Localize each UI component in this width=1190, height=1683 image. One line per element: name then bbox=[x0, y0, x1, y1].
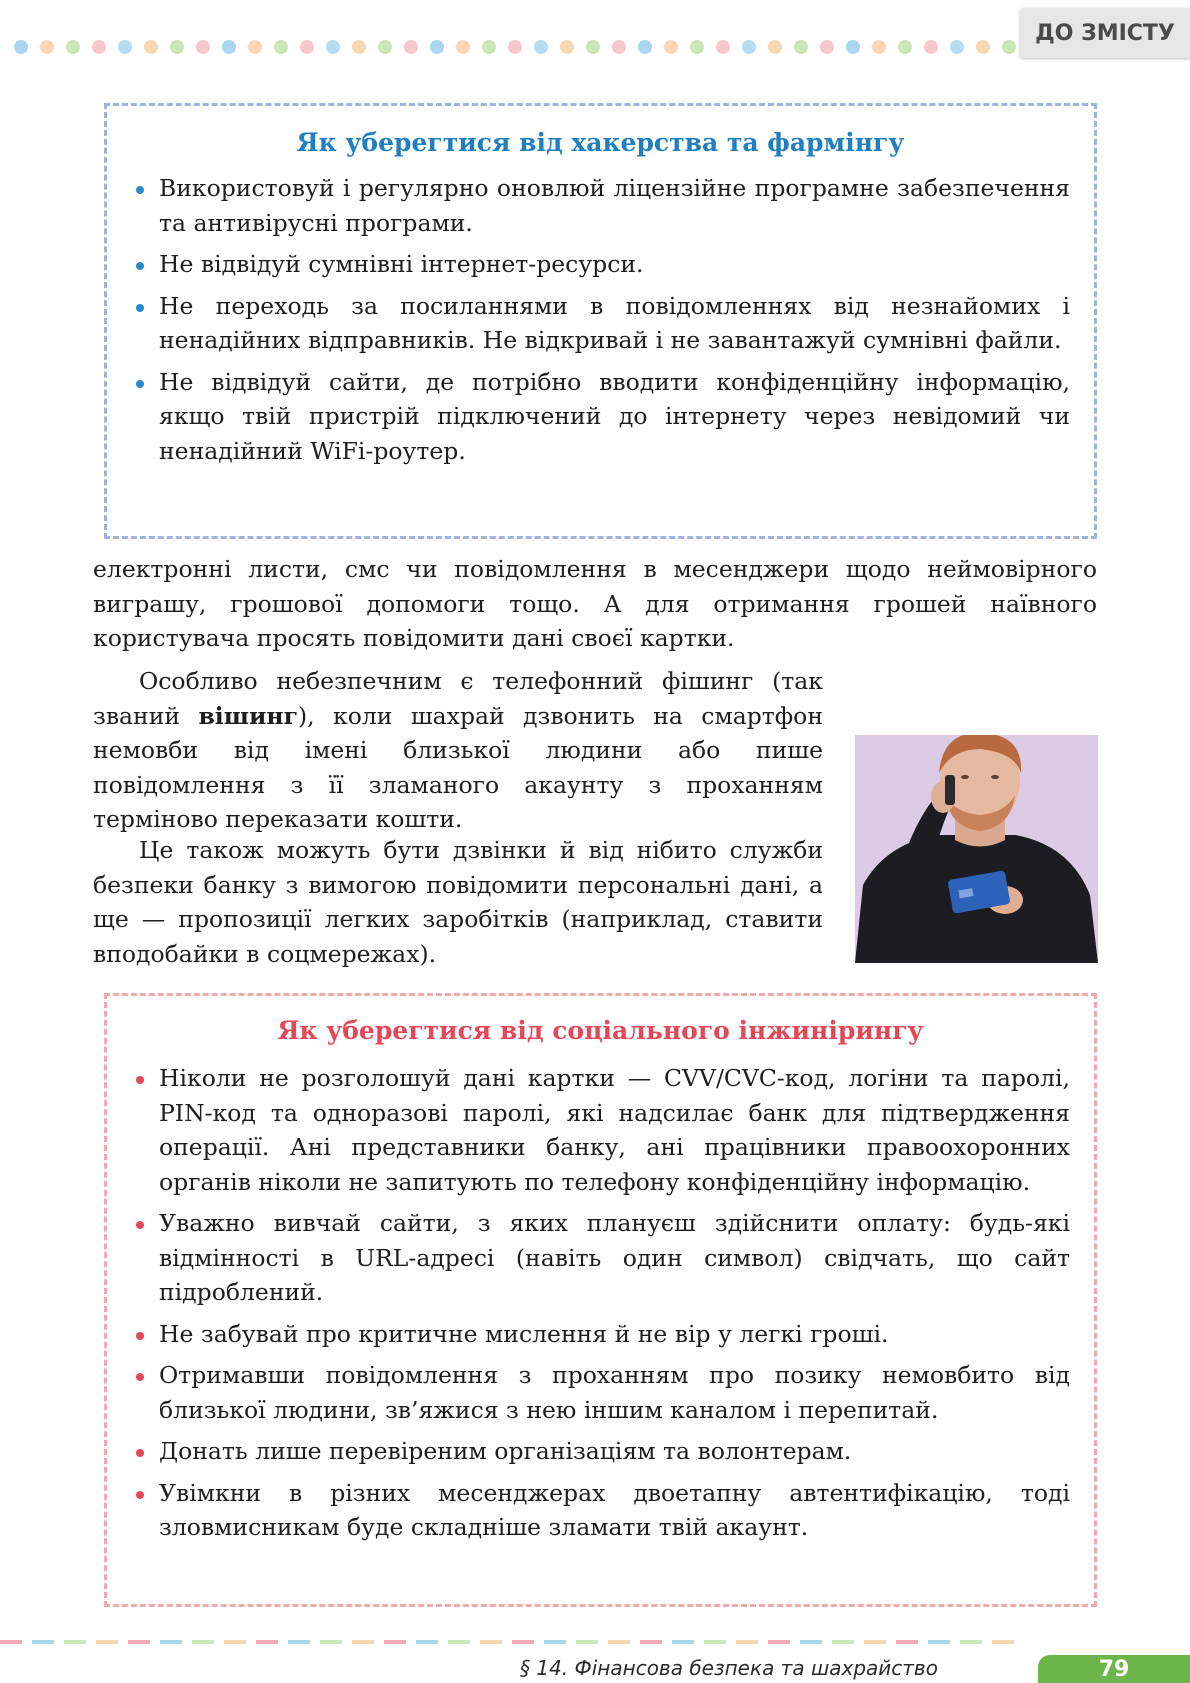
header-dot bbox=[118, 40, 132, 54]
bullet-icon bbox=[136, 304, 144, 312]
footer-dash bbox=[32, 1640, 54, 1644]
header-dot bbox=[404, 40, 418, 54]
list-item-text: Ніколи не розголошуй дані картки — CVV/CVC-код, логіни та паролі, PIN-код та одноразові паролі, які надсилає банк для підтвердження операції. Ані представники банку, ані працівники правоохоронних органів ніколи не запитують по телефону конфіденційну інформацію. bbox=[159, 1064, 1070, 1196]
header-dot bbox=[794, 40, 808, 54]
list-item bbox=[133, 1476, 1070, 1545]
header-dot bbox=[664, 40, 678, 54]
header-dot bbox=[14, 40, 28, 54]
list-item bbox=[133, 247, 1070, 282]
footer-dash bbox=[512, 1640, 534, 1644]
header-dot bbox=[170, 40, 184, 54]
footer-dash bbox=[736, 1640, 758, 1644]
list-item bbox=[133, 365, 1070, 469]
list-item-text: Уважно вивчай сайти, з яких плануєш здійснити оплату: будь-які відмінності в URL-адресі (навіть один символ) свідчать, що сайт підроблений. bbox=[159, 1209, 1070, 1306]
bullet-icon bbox=[136, 1373, 144, 1381]
header-dot bbox=[508, 40, 522, 54]
footer-dash bbox=[256, 1640, 278, 1644]
bullet-icon bbox=[136, 1076, 144, 1084]
header-dot bbox=[430, 40, 444, 54]
footer-dash bbox=[128, 1640, 150, 1644]
footer-dash bbox=[640, 1640, 662, 1644]
bullet-icon bbox=[136, 186, 144, 194]
footer-dash bbox=[864, 1640, 886, 1644]
footer-dash bbox=[480, 1640, 502, 1644]
list-item-text: Не забувай про критичне мислення й не вір у легкі гроші. bbox=[159, 1319, 889, 1348]
header-dot bbox=[378, 40, 392, 54]
footer-dashed-line bbox=[0, 1640, 1030, 1644]
social-engineering-list bbox=[107, 1061, 1094, 1545]
bullet-icon bbox=[136, 380, 144, 388]
bullet-icon bbox=[136, 1491, 144, 1499]
bullet-icon bbox=[136, 1221, 144, 1229]
footer-dash bbox=[416, 1640, 438, 1644]
footer-dash bbox=[992, 1640, 1014, 1644]
list-item bbox=[133, 1317, 1070, 1352]
header-dot bbox=[66, 40, 80, 54]
header-dot bbox=[274, 40, 288, 54]
list-item-text: Використовуй і регулярно оновлюй ліцензійне програмне забезпечення та антивірусні програми. bbox=[159, 174, 1070, 237]
hacking-tips-box bbox=[104, 103, 1097, 539]
header-dot bbox=[924, 40, 938, 54]
header-dot bbox=[352, 40, 366, 54]
header-dot bbox=[248, 40, 262, 54]
bullet-icon bbox=[136, 262, 144, 270]
list-item-text: Не відвідуй сайти, де потрібно вводити конфіденційну інформацію, якщо твій пристрій підключений до інтернету через невідомий чи ненадійний WiFi-роутер. bbox=[159, 367, 1070, 465]
vishing-text-start: Особливо небезпечним є телефонний фішинг (так званий bbox=[93, 667, 823, 730]
footer-dash bbox=[704, 1640, 726, 1644]
header-dot bbox=[456, 40, 470, 54]
header-dot bbox=[742, 40, 756, 54]
footer-dash bbox=[768, 1640, 790, 1644]
header-dot bbox=[534, 40, 548, 54]
list-item bbox=[133, 171, 1070, 240]
header-dot bbox=[300, 40, 314, 54]
header-dot bbox=[482, 40, 496, 54]
list-item-text: Отримавши повідомлення з проханням про позику немовбито від близької людини, зв’яжися з нею іншим каналом і перепитай. bbox=[159, 1361, 1070, 1424]
list-item bbox=[133, 1061, 1070, 1199]
footer-dash bbox=[96, 1640, 118, 1644]
bullet-icon bbox=[136, 1332, 144, 1340]
footer-dash bbox=[672, 1640, 694, 1644]
calls-paragraph: Це також можуть бути дзвінки й від нібито служби безпеки банку з вимогою повідомити персональні дані, а ще — пропозиції легких заробітків (наприклад, ставити вподобайки в соцмережах). bbox=[93, 836, 823, 968]
vishing-paragraph bbox=[93, 664, 823, 837]
list-item-text: Не відвідуй сумнівні інтернет-ресурси. bbox=[159, 250, 644, 278]
footer-dash bbox=[192, 1640, 214, 1644]
footer-dash bbox=[288, 1640, 310, 1644]
list-item-text: Донать лише перевіреним організаціям та волонтерам. bbox=[159, 1437, 852, 1465]
hacking-tips-list bbox=[107, 171, 1094, 468]
footer-dash bbox=[224, 1640, 246, 1644]
list-item-text: Увімкни в різних месенджерах двоетапну автентифікацію, тоді зловмисникам буде складніше зламати твій акаунт. bbox=[159, 1478, 1070, 1541]
bullet-icon bbox=[136, 1449, 144, 1457]
footer-dash bbox=[928, 1640, 950, 1644]
header-dot bbox=[690, 40, 704, 54]
header-dot bbox=[768, 40, 782, 54]
man-on-phone-photo bbox=[855, 735, 1098, 963]
hacking-tips-title: Як уберегтися від хакерства та фармінгу bbox=[296, 128, 905, 157]
footer-dash bbox=[352, 1640, 374, 1644]
list-item bbox=[133, 1206, 1070, 1310]
footer-dash bbox=[160, 1640, 182, 1644]
table-of-contents-button[interactable]: ДО ЗМІСТУ bbox=[1020, 8, 1190, 58]
footer-dash bbox=[608, 1640, 630, 1644]
header-dot bbox=[222, 40, 236, 54]
header-dot bbox=[950, 40, 964, 54]
header-dot bbox=[898, 40, 912, 54]
header-dot bbox=[326, 40, 340, 54]
vishing-term: вішинг bbox=[198, 701, 298, 730]
footer-section-title: § 14. Фінансова безпека та шахрайство bbox=[520, 1656, 938, 1680]
header-dot bbox=[92, 40, 106, 54]
header-dot bbox=[638, 40, 652, 54]
header-dot bbox=[716, 40, 730, 54]
header-dot bbox=[976, 40, 990, 54]
footer-dash bbox=[384, 1640, 406, 1644]
header-dot bbox=[612, 40, 626, 54]
footer-dash bbox=[576, 1640, 598, 1644]
footer-dash bbox=[832, 1640, 854, 1644]
header-dot bbox=[144, 40, 158, 54]
header-dot bbox=[820, 40, 834, 54]
header-dot bbox=[40, 40, 54, 54]
list-item bbox=[133, 1358, 1070, 1427]
list-item-text: Не переходь за посиланнями в повідомленнях від незнайомих і ненадійних відправників. Не відкривай і не завантажуй сумнівні файли. bbox=[159, 291, 1070, 354]
header-dot bbox=[1002, 40, 1016, 54]
header-dot bbox=[560, 40, 574, 54]
footer-dash bbox=[960, 1640, 982, 1644]
footer-dash bbox=[320, 1640, 342, 1644]
vishing-text-end: ), коли шахрай дзвонить на смартфон немовби від імені близької людини або пише повідомлення з її зламаного акаунту з проханням терміново переказати кошти. bbox=[93, 701, 823, 833]
social-engineering-title: Як уберегтися від соціального інжинірингу bbox=[277, 1016, 924, 1045]
social-engineering-tips-box bbox=[104, 993, 1097, 1607]
footer-dash bbox=[0, 1640, 22, 1644]
header-dot bbox=[196, 40, 210, 54]
page-number: 79 bbox=[1038, 1655, 1190, 1683]
header-dot bbox=[846, 40, 860, 54]
footer-dash bbox=[896, 1640, 918, 1644]
list-item bbox=[133, 1434, 1070, 1469]
man-with-phone-and-card-image bbox=[855, 735, 1098, 963]
header-dot bbox=[586, 40, 600, 54]
footer-dash bbox=[544, 1640, 566, 1644]
list-item bbox=[133, 289, 1070, 358]
intro-paragraph: електронні листи, смс чи повідомлення в месенджери щодо неймовірного виграшу, грошової допомоги тощо. А для отримання грошей наївного користувача просять повідомити дані своєї картки. bbox=[93, 555, 1097, 652]
header-dot bbox=[872, 40, 886, 54]
footer-dash bbox=[448, 1640, 470, 1644]
footer-dash bbox=[800, 1640, 822, 1644]
footer-dash bbox=[64, 1640, 86, 1644]
header-dots bbox=[14, 40, 1042, 58]
